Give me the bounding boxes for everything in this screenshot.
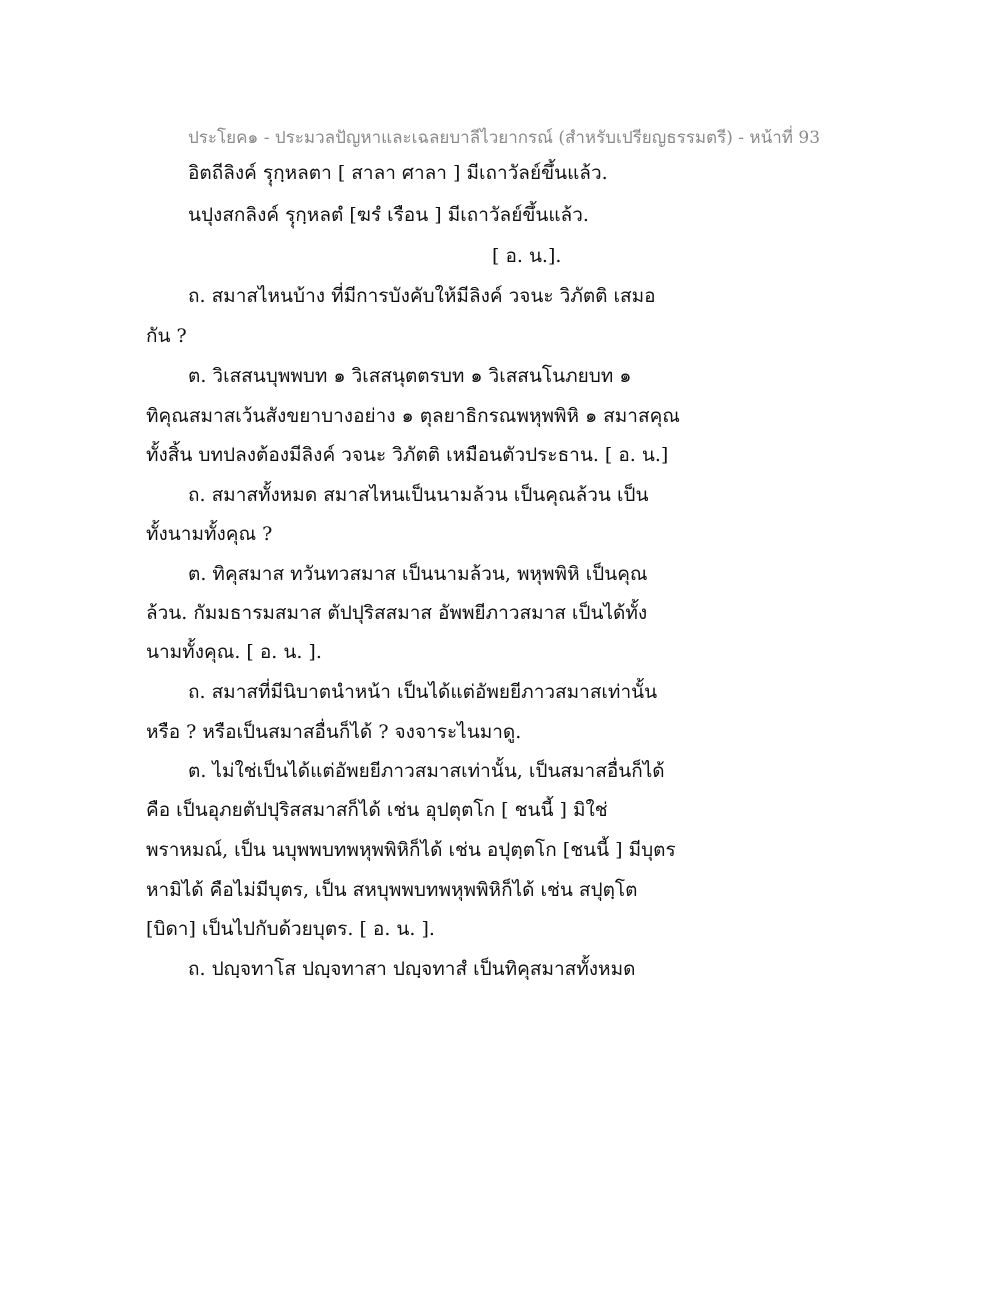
text-line: ถ. สมาสที่มีนิบาตนำหน้า เป็นได้แต่อัพยยีภาวสมาสเท่านั้น — [188, 681, 658, 703]
text-line: ทั้งสิ้น บทปลงต้องมีลิงค์ วจนะ วิภัตติ เหมือนตัวประธาน. [ อ. น.] — [146, 444, 669, 466]
text-line: [ อ. น.]. — [492, 245, 562, 267]
text-line: หรือ ? หรือเป็นสมาสอื่นก็ได้ ? จงจาระไนมาดู. — [146, 721, 522, 743]
text-line: กัน ? — [146, 325, 187, 347]
text-line: หามิได้ คือไม่มีบุตร, เป็น สหบุพพบทพหุพพิหิก็ได้ เช่น สปุตฺโต — [146, 879, 638, 901]
text-line: ถ. สมาสไหนบ้าง ที่มีการบังคับให้มีลิงค์ วจนะ วิภัตติ เสมอ — [188, 285, 656, 307]
text-line: ทิคุณสมาสเว้นสังขยาบางอย่าง ๑ ตุลยาธิกรณพหุพพิหิ ๑ สมาสคุณ — [146, 405, 680, 427]
text-line: ต. ทิคุสมาส ทวันทวสมาส เป็นนามล้วน, พหุพพิหิ เป็นคุณ — [188, 563, 648, 585]
text-line: [บิดา] เป็นไปกับด้วยบุตร. [ อ. น. ]. — [146, 918, 435, 940]
text-line: ต. วิเสสนบุพพบท ๑ วิเสสนุตตรบท ๑ วิเสสนโนภยบท ๑ — [188, 365, 632, 387]
text-line: คือ เป็นอุภยตัปปุริสสมาสก็ได้ เช่น อุปตุตโก [ ชนนี้ ] มิใช่ — [146, 799, 608, 821]
text-line: ถ. ปญฺจทาโส ปญฺจทาสา ปญฺจทาสํ เป็นทิคุสมาสทั้งหมด — [188, 958, 636, 980]
running-header: ประโยค๑ - ประมวลปัญหาและเฉลยบาลีไวยากรณ์ (สำหรับเปรียญธรรมตรี) - หน้าที่ 93 — [188, 128, 821, 148]
text-line: พราหมณ์, เป็น นบุพพบทพหุพพิหิก็ได้ เช่น อปุตฺตโก [ชนนี้ ] มีบุตร — [146, 839, 676, 861]
text-line: ทั้งนามทั้งคุณ ? — [146, 523, 273, 545]
text-line: อิตถีลิงค์ รฺุกฺหลตา [ สาลา ศาลา ] มีเถาวัลย์ขึ้นแล้ว. — [188, 162, 608, 184]
text-line: ล้วน. กัมมธารมสมาส ตัปปุริสสมาส อัพพยีภาวสมาส เป็นได้ทั้ง — [146, 602, 648, 624]
text-line: ต. ไม่ใช่เป็นได้แต่อัพยยีภาวสมาสเท่านั้น, เป็นสมาสอื่นก็ได้ — [188, 760, 665, 782]
text-line: ถ. สมาสทั้งหมด สมาสไหนเป็นนามล้วน เป็นคุณล้วน เป็น — [188, 484, 649, 506]
text-line: นามทั้งคุณ. [ อ. น. ]. — [146, 641, 322, 663]
text-line: นปุงสกลิงค์ รฺุกฺหลตํ [ฆรํ เรือน ] มีเถาวัลย์ขึ้นแล้ว. — [188, 204, 589, 226]
